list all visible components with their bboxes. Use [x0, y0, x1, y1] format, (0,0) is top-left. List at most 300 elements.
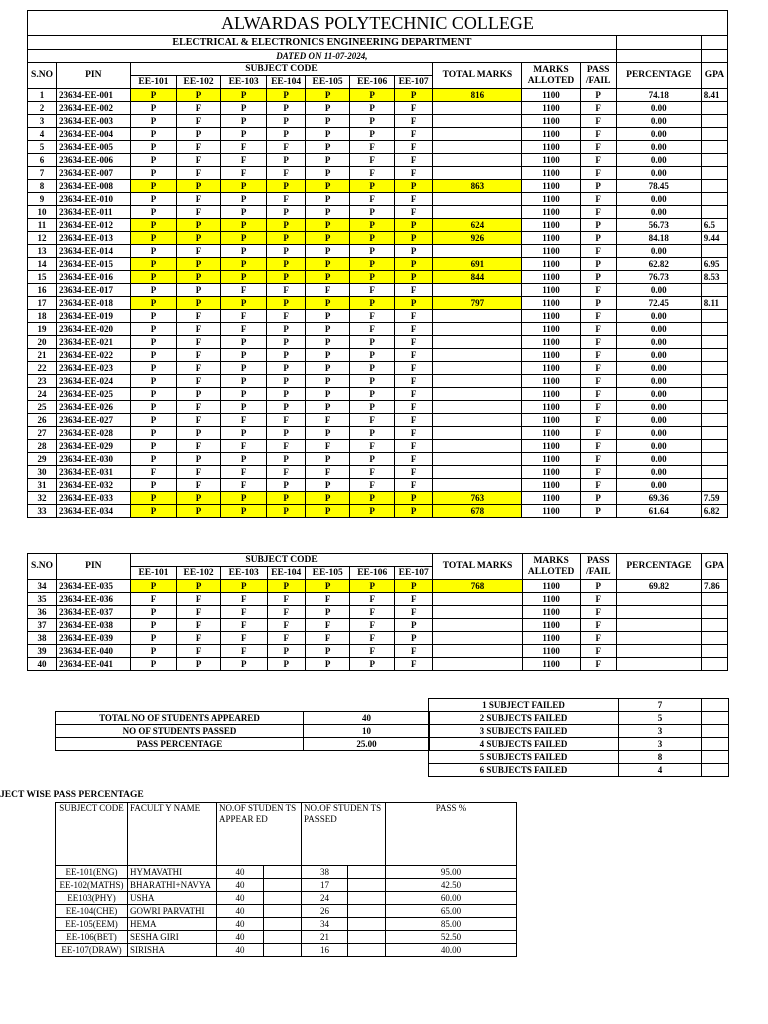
grade-cell: P	[305, 453, 350, 466]
grade-cell: F	[177, 167, 221, 180]
pin-cell: 23634-EE-017	[57, 284, 131, 297]
grade-cell: P	[130, 154, 177, 167]
pass-fail-cell: P	[580, 219, 616, 232]
grade-cell: P	[350, 245, 395, 258]
marks-allotted-cell: 1100	[522, 440, 580, 453]
failed-label: 2 SUBJECTS FAILED	[429, 712, 619, 725]
marks-allotted-cell: 1100	[522, 388, 580, 401]
gpa-cell	[701, 336, 727, 349]
blank-cell	[616, 50, 701, 63]
percentage-cell: 0.00	[616, 336, 701, 349]
grade-cell: P	[305, 102, 350, 115]
grade-cell: F	[267, 310, 305, 323]
sno-cell: 32	[28, 492, 57, 505]
grade-cell: P	[177, 258, 221, 271]
marks-allotted-cell: 1100	[522, 414, 580, 427]
total-marks-header: TOTAL MARKS	[433, 63, 522, 89]
gpa-cell	[701, 102, 727, 115]
gpa-cell: 9.44	[701, 232, 727, 245]
grade-cell: F	[177, 206, 221, 219]
pin-cell: 23634-EE-008	[57, 180, 131, 193]
grade-cell: P	[130, 505, 177, 518]
grade-cell: F	[267, 619, 305, 632]
pin-cell: 23634-EE-040	[57, 645, 131, 658]
pin-cell: 23634-EE-031	[57, 466, 131, 479]
student-row	[28, 593, 728, 606]
results-table-2	[27, 553, 728, 671]
grade-cell: F	[177, 619, 221, 632]
pin-cell: 23634-EE-020	[57, 323, 131, 336]
grade-cell: P	[177, 388, 221, 401]
gpa-cell	[701, 362, 727, 375]
grade-cell: F	[130, 593, 177, 606]
pin-cell: 23634-EE-014	[57, 245, 131, 258]
pass-fail-cell: F	[580, 167, 616, 180]
grade-cell: F	[177, 632, 221, 645]
passed-cell: 26	[302, 905, 348, 918]
grade-cell: P	[305, 245, 350, 258]
percentage-cell: 0.00	[616, 245, 701, 258]
total-marks-cell	[433, 427, 522, 440]
total-marks-cell	[433, 414, 522, 427]
grade-cell: F	[350, 645, 395, 658]
blank-cell	[702, 738, 729, 751]
sno-cell: 28	[28, 440, 57, 453]
student-row	[28, 632, 728, 645]
pin-cell: 23634-EE-022	[57, 349, 131, 362]
grade-cell: P	[130, 414, 177, 427]
grade-cell: F	[220, 466, 267, 479]
grade-cell: P	[130, 658, 177, 671]
failed-row	[429, 725, 729, 738]
summary-row	[56, 725, 430, 738]
sno-cell: 29	[28, 453, 57, 466]
grade-cell: F	[394, 115, 432, 128]
pass-fail-cell: F	[580, 388, 616, 401]
gpa-cell	[701, 427, 727, 440]
grade-cell: P	[130, 258, 177, 271]
grade-cell: P	[350, 375, 395, 388]
grade-cell: P	[130, 645, 177, 658]
grade-cell: P	[220, 193, 267, 206]
percentage-cell: 0.00	[616, 375, 701, 388]
marks-allotted-cell: 1100	[522, 632, 580, 645]
sno-cell: 7	[28, 167, 57, 180]
grade-cell: P	[350, 297, 395, 310]
total-marks-cell	[433, 619, 522, 632]
subject-code-cell: EE-105(EEM)	[56, 918, 128, 931]
grade-cell: P	[267, 219, 305, 232]
pin-cell: 23634-EE-021	[57, 336, 131, 349]
percentage-cell: 0.00	[616, 193, 701, 206]
grade-cell: F	[395, 658, 433, 671]
grade-cell: F	[394, 362, 432, 375]
grade-cell: P	[220, 297, 267, 310]
grade-cell: P	[350, 453, 395, 466]
appeared-cell: 40	[217, 879, 264, 892]
pass-percent-header: PASS %	[386, 803, 517, 866]
grade-cell: F	[394, 323, 432, 336]
grade-cell: P	[350, 219, 395, 232]
grade-cell: F	[350, 479, 395, 492]
marks-allotted-cell: 1100	[522, 336, 580, 349]
pass-fail-cell: F	[580, 141, 616, 154]
grade-cell: P	[220, 427, 267, 440]
grade-cell: P	[130, 375, 177, 388]
subject-column-header: EE-107	[395, 567, 433, 580]
student-row	[28, 141, 728, 154]
pin-cell: 23634-EE-007	[57, 167, 131, 180]
gpa-cell	[701, 645, 727, 658]
gpa-cell	[701, 245, 727, 258]
summary-row	[56, 738, 430, 751]
grade-cell: P	[220, 89, 267, 102]
failed-value: 4	[619, 764, 702, 777]
student-row	[28, 180, 728, 193]
blank-cell	[702, 725, 729, 738]
total-marks-cell	[433, 284, 522, 297]
grade-cell: P	[130, 271, 177, 284]
student-row	[28, 297, 728, 310]
pin-cell: 23634-EE-019	[57, 310, 131, 323]
grade-cell: P	[220, 580, 267, 593]
grade-cell: F	[220, 619, 267, 632]
pass-fail-cell: F	[580, 336, 616, 349]
student-row	[28, 349, 728, 362]
grade-cell: P	[350, 128, 395, 141]
grade-cell: P	[220, 505, 267, 518]
subject-code-cell: EE-107(DRAW)	[56, 944, 128, 957]
grade-cell: F	[350, 414, 395, 427]
grade-cell: P	[350, 658, 395, 671]
pass-fail-cell: F	[580, 310, 616, 323]
grade-cell: F	[220, 479, 267, 492]
total-marks-cell	[433, 632, 522, 645]
grade-cell: F	[394, 427, 432, 440]
total-marks-cell	[433, 388, 522, 401]
total-marks-cell: 678	[433, 505, 522, 518]
pass-fail-cell: F	[580, 284, 616, 297]
pass-fail-cell: P	[580, 297, 616, 310]
pin-cell: 23634-EE-029	[57, 440, 131, 453]
grade-cell: F	[394, 440, 432, 453]
failed-value: 5	[619, 712, 702, 725]
marks-allotted-cell: 1100	[522, 323, 580, 336]
sno-cell: 34	[28, 580, 57, 593]
percentage-cell: 72.45	[616, 297, 701, 310]
grade-cell: P	[350, 362, 395, 375]
grade-cell: P	[267, 297, 305, 310]
grade-cell: P	[394, 492, 432, 505]
subject-column-header: EE-101	[130, 76, 177, 89]
sno-cell: 19	[28, 323, 57, 336]
total-marks-cell	[433, 375, 522, 388]
grade-cell: P	[394, 297, 432, 310]
grade-cell: P	[220, 258, 267, 271]
subject-column-header: EE-102	[177, 567, 221, 580]
grade-cell: P	[130, 128, 177, 141]
sno-cell: 23	[28, 375, 57, 388]
grade-cell: F	[177, 401, 221, 414]
grade-cell: F	[350, 193, 395, 206]
grade-cell: F	[350, 606, 395, 619]
sno-cell: 35	[28, 593, 57, 606]
total-marks-cell: 926	[433, 232, 522, 245]
grade-cell: F	[220, 154, 267, 167]
grade-cell: F	[394, 349, 432, 362]
marks-allotted-cell: 1100	[522, 232, 580, 245]
grade-cell: P	[220, 128, 267, 141]
subject-row	[56, 944, 517, 957]
grade-cell: P	[305, 492, 350, 505]
grade-cell: P	[350, 427, 395, 440]
grade-cell: P	[350, 206, 395, 219]
marks-allotted-cell: 1100	[522, 128, 580, 141]
subject-column-header: EE-101	[130, 567, 177, 580]
pass-fail-cell: P	[580, 258, 616, 271]
failed-label: 4 SUBJECTS FAILED	[429, 738, 619, 751]
student-row	[28, 606, 728, 619]
pass-fail-cell: F	[580, 479, 616, 492]
pin-header: PIN	[57, 63, 131, 89]
percentage-cell: 0.00	[616, 440, 701, 453]
grade-cell: P	[220, 232, 267, 245]
grade-cell: F	[267, 606, 305, 619]
pin-cell: 23634-EE-035	[57, 580, 131, 593]
grade-cell: P	[267, 401, 305, 414]
grade-cell: P	[130, 336, 177, 349]
grade-cell: P	[267, 128, 305, 141]
grade-cell: P	[130, 632, 177, 645]
pin-cell: 23634-EE-036	[57, 593, 131, 606]
grade-cell: P	[177, 180, 221, 193]
grade-cell: P	[267, 206, 305, 219]
pass-percent-cell: 60.00	[386, 892, 517, 905]
subject-wise-title: JECT WISE PASS PERCENTAGE	[0, 790, 144, 800]
gpa-cell	[701, 375, 727, 388]
gpa-cell	[701, 167, 727, 180]
pin-cell: 23634-EE-018	[57, 297, 131, 310]
total-marks-cell	[433, 102, 522, 115]
sno-cell: 38	[28, 632, 57, 645]
marks-allotted-cell: 1100	[522, 658, 580, 671]
grade-cell: P	[305, 427, 350, 440]
gpa-cell	[701, 284, 727, 297]
pin-cell: 23634-EE-030	[57, 453, 131, 466]
grade-cell: F	[220, 593, 267, 606]
pin-cell: 23634-EE-025	[57, 388, 131, 401]
grade-cell: P	[267, 115, 305, 128]
grade-cell: F	[130, 466, 177, 479]
sno-cell: 4	[28, 128, 57, 141]
percentage-cell: 0.00	[616, 115, 701, 128]
grade-cell: P	[267, 336, 305, 349]
grade-cell: P	[177, 580, 221, 593]
sno-cell: 1	[28, 89, 57, 102]
grade-cell: P	[130, 89, 177, 102]
sno-cell: 24	[28, 388, 57, 401]
pass-fail-cell: F	[580, 606, 616, 619]
subject-code-cell: EE-101(ENG)	[56, 866, 128, 879]
summary-label: TOTAL NO OF STUDENTS APPEARED	[56, 712, 304, 725]
pass-fail-cell: F	[580, 593, 616, 606]
percentage-header: PERCENTAGE	[616, 554, 701, 580]
grade-cell: F	[350, 310, 395, 323]
gpa-cell: 8.11	[701, 297, 727, 310]
sno-cell: 21	[28, 349, 57, 362]
subject-row	[56, 866, 517, 879]
total-marks-cell	[433, 479, 522, 492]
failed-value: 7	[619, 699, 702, 712]
pass-fail-cell: F	[580, 658, 616, 671]
summary-value: 10	[304, 725, 430, 738]
blank-cell	[701, 50, 727, 63]
subject-column-header: EE-103	[220, 567, 267, 580]
grade-cell: P	[177, 232, 221, 245]
grade-cell: P	[130, 102, 177, 115]
pass-fail-cell: F	[580, 206, 616, 219]
grade-cell: P	[130, 245, 177, 258]
pass-percent-cell: 40.00	[386, 944, 517, 957]
total-marks-cell	[433, 336, 522, 349]
grade-cell: P	[130, 323, 177, 336]
grade-cell: P	[130, 619, 177, 632]
grade-cell: P	[267, 492, 305, 505]
grade-cell: P	[305, 580, 350, 593]
grade-cell: P	[130, 453, 177, 466]
pass-fail-cell: P	[580, 271, 616, 284]
sno-cell: 5	[28, 141, 57, 154]
blank-cell	[264, 905, 302, 918]
total-marks-cell	[433, 645, 522, 658]
gpa-header: GPA	[701, 554, 727, 580]
grade-cell: F	[220, 645, 267, 658]
grade-cell: P	[267, 658, 305, 671]
percentage-cell: 0.00	[616, 128, 701, 141]
marks-allotted-cell: 1100	[522, 466, 580, 479]
faculty-name-cell: USHA	[128, 892, 217, 905]
marks-allotted-cell: 1100	[522, 193, 580, 206]
grade-cell: P	[305, 271, 350, 284]
gpa-cell	[701, 154, 727, 167]
grade-cell: P	[220, 401, 267, 414]
subject-column-header: EE-106	[350, 567, 395, 580]
grade-cell: F	[177, 102, 221, 115]
grade-cell: P	[267, 271, 305, 284]
student-row	[28, 245, 728, 258]
pin-cell: 23634-EE-028	[57, 427, 131, 440]
percentage-cell: 76.73	[616, 271, 701, 284]
grade-cell: P	[305, 505, 350, 518]
grade-cell: P	[350, 115, 395, 128]
pass-fail-cell: P	[580, 492, 616, 505]
sno-cell: 33	[28, 505, 57, 518]
marks-allotted-cell: 1100	[522, 180, 580, 193]
grade-cell: P	[220, 102, 267, 115]
grade-cell: P	[305, 658, 350, 671]
grade-cell: P	[394, 180, 432, 193]
grade-cell: F	[177, 154, 221, 167]
marks-allotted-cell: 1100	[522, 505, 580, 518]
total-marks-cell	[433, 606, 522, 619]
pin-cell: 23634-EE-024	[57, 375, 131, 388]
summary-value: 25.00	[304, 738, 430, 751]
gpa-cell	[701, 310, 727, 323]
pin-cell: 23634-EE-016	[57, 271, 131, 284]
pin-cell: 23634-EE-002	[57, 102, 131, 115]
grade-cell: P	[305, 128, 350, 141]
grade-cell: P	[350, 232, 395, 245]
marks-allotted-cell: 1100	[522, 258, 580, 271]
student-row	[28, 414, 728, 427]
pin-cell: 23634-EE-026	[57, 401, 131, 414]
pin-cell: 23634-EE-010	[57, 193, 131, 206]
blank-cell	[348, 931, 386, 944]
student-row	[28, 128, 728, 141]
grade-cell: F	[305, 632, 350, 645]
appeared-cell: 40	[217, 931, 264, 944]
pass-fail-cell: F	[580, 362, 616, 375]
student-row	[28, 219, 728, 232]
subject-row	[56, 905, 517, 918]
grade-cell: P	[130, 219, 177, 232]
grade-cell: F	[350, 466, 395, 479]
grade-cell: P	[177, 427, 221, 440]
gpa-cell	[701, 388, 727, 401]
pass-fail-cell: P	[580, 180, 616, 193]
blank-cell	[348, 918, 386, 931]
sno-cell: 39	[28, 645, 57, 658]
blank-cell	[348, 866, 386, 879]
percentage-cell: 0.00	[616, 310, 701, 323]
grade-cell: F	[177, 245, 221, 258]
grade-cell: F	[394, 414, 432, 427]
sno-cell: 30	[28, 466, 57, 479]
subject-wise-table	[55, 802, 517, 957]
gpa-cell	[701, 619, 727, 632]
grade-cell: P	[394, 219, 432, 232]
blank-cell	[701, 36, 727, 50]
grade-cell: F	[220, 284, 267, 297]
blank-cell	[702, 751, 729, 764]
grade-cell: F	[177, 606, 221, 619]
appeared-cell: 40	[217, 918, 264, 931]
blank-cell	[702, 764, 729, 777]
grade-cell: P	[267, 362, 305, 375]
subject-column-header: EE-105	[305, 76, 350, 89]
grade-cell: P	[305, 141, 350, 154]
grade-cell: P	[267, 323, 305, 336]
grade-cell: P	[305, 375, 350, 388]
summary-table	[55, 711, 430, 751]
grade-cell: P	[267, 102, 305, 115]
grade-cell: P	[350, 180, 395, 193]
appeared-cell: 40	[217, 905, 264, 918]
grade-cell: P	[394, 245, 432, 258]
sno-cell: 8	[28, 180, 57, 193]
marks-allotted-cell: 1100	[522, 219, 580, 232]
grade-cell: P	[350, 102, 395, 115]
grade-cell: F	[177, 466, 221, 479]
grade-cell: P	[130, 362, 177, 375]
percentage-cell: 0.00	[616, 206, 701, 219]
failed-value: 3	[619, 738, 702, 751]
sno-cell: 25	[28, 401, 57, 414]
failed-value: 8	[619, 751, 702, 764]
total-marks-cell	[433, 362, 522, 375]
sno-cell: 36	[28, 606, 57, 619]
marks-allotted-cell: 1100	[522, 401, 580, 414]
